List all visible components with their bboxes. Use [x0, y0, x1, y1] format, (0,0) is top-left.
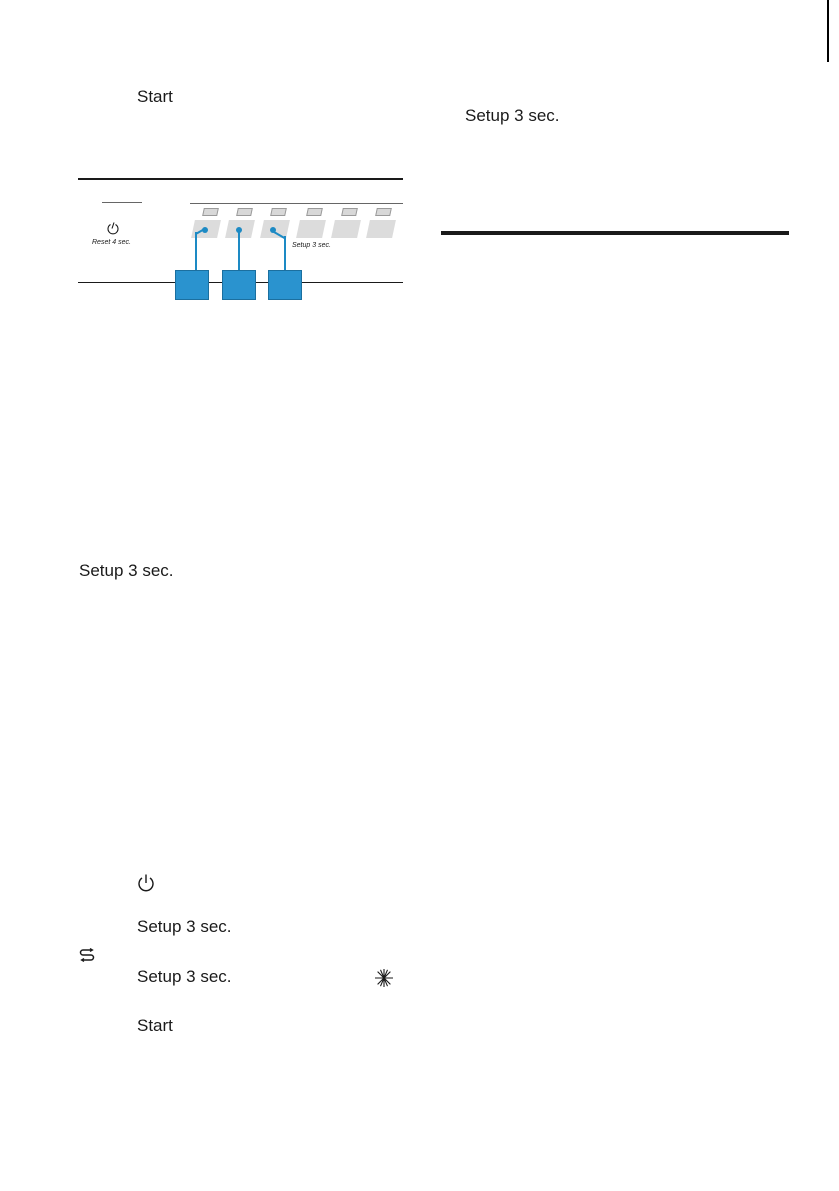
panel-left-bar — [102, 202, 142, 203]
panel-top-line — [78, 178, 403, 180]
callout-box-1 — [175, 270, 209, 300]
panel-right-bar — [190, 203, 403, 204]
setup-label-lower-1: Setup 3 sec. — [137, 917, 232, 936]
flashing-sun-icon — [374, 968, 394, 988]
callout-box-2 — [222, 270, 256, 300]
panel-reset-label: Reset 4 sec. — [92, 239, 131, 246]
corner-edge-rule — [827, 0, 829, 62]
callout-leader-3 — [284, 236, 286, 270]
power-icon — [137, 873, 155, 893]
setup-label-right: Setup 3 sec. — [465, 106, 560, 125]
panel-power-icon — [106, 221, 120, 235]
program-cycle-icon — [79, 947, 95, 963]
panel-led-4 — [306, 208, 323, 216]
setup-label-middle: Setup 3 sec. — [79, 561, 174, 580]
callout-leader-2 — [238, 232, 240, 270]
callout-box-3 — [268, 270, 302, 300]
setup-label-lower-2: Setup 3 sec. — [137, 967, 232, 986]
panel-button-5 — [331, 220, 361, 238]
section-heading-rule — [441, 231, 789, 235]
panel-led-2 — [236, 208, 253, 216]
callout-leader-1 — [195, 232, 197, 270]
panel-button-4 — [296, 220, 326, 238]
control-panel-figure — [78, 178, 403, 286]
panel-led-3 — [270, 208, 287, 216]
start-label: Start — [137, 87, 173, 106]
panel-button-6 — [366, 220, 396, 238]
start-label-lower: Start — [137, 1016, 173, 1035]
panel-led-6 — [375, 208, 392, 216]
panel-led-5 — [341, 208, 358, 216]
panel-setup-label: Setup 3 sec. — [292, 242, 331, 249]
panel-led-1 — [202, 208, 219, 216]
